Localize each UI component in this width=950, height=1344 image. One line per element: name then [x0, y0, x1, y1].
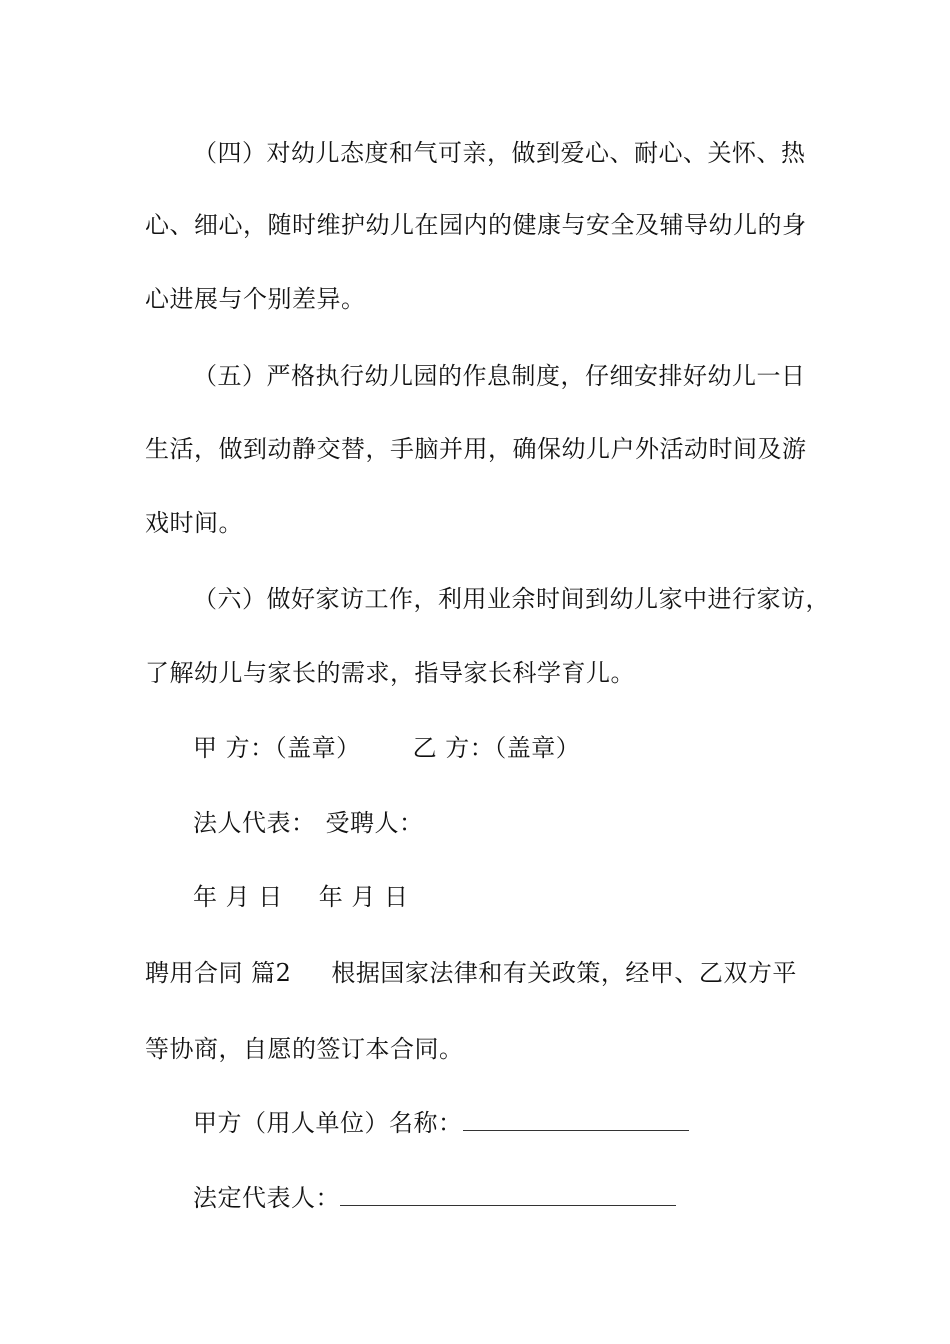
legal-rep-label: 法人代表： — [193, 809, 316, 837]
employer-name-row — [193, 1108, 689, 1138]
paragraph-6-line-2: 了解幼儿与家长的需求，指导家长科学育儿。 — [145, 659, 635, 687]
paragraph-5-line-2: 生活，做到动静交替，手脑并用，确保幼儿户外活动时间及游 — [145, 435, 807, 463]
paragraph-4-line-2: 心、细心，随时维护幼儿在园内的健康与安全及辅导幼儿的身 — [145, 211, 807, 239]
legal-rep-field-label: 法定代表人： — [193, 1184, 340, 1212]
date-party-b: 年 月 日 — [318, 883, 409, 911]
party-a-seal: 甲 方：（盖章） — [193, 734, 361, 762]
contract-2-intro-line-1 — [145, 958, 797, 988]
contract-2-heading: 聘用合同 篇2 — [145, 959, 292, 987]
contract-2-intro-line-2: 等协商，自愿的签订本合同。 — [145, 1035, 464, 1063]
paragraph-5-line-3: 戏时间。 — [145, 509, 243, 537]
legal-rep-blank — [340, 1183, 676, 1206]
employer-name-blank — [463, 1108, 689, 1131]
paragraph-5-line-1: （五）严格执行幼儿园的作息制度，仔细安排好幼儿一日 — [193, 362, 806, 390]
employee-label: 受聘人： — [325, 809, 424, 837]
paragraph-6-line-1: （六）做好家访工作，利用业余时间到幼儿家中进行家访， — [193, 585, 830, 613]
legal-rep-row — [193, 1183, 676, 1213]
employer-name-label: 甲方（用人单位）名称： — [193, 1109, 463, 1137]
signature-party-row — [193, 733, 580, 763]
contract-2-intro-text: 根据国家法律和有关政策，经甲、乙双方平 — [331, 959, 797, 987]
signature-rep-row — [193, 808, 424, 838]
signature-date-row — [193, 882, 409, 912]
date-party-a: 年 月 日 — [193, 883, 283, 911]
paragraph-4-line-1: （四）对幼儿态度和气可亲，做到爱心、耐心、关怀、热 — [193, 139, 806, 167]
paragraph-4-line-3: 心进展与个别差异。 — [145, 285, 366, 313]
party-b-seal: 乙 方：（盖章） — [412, 734, 581, 762]
